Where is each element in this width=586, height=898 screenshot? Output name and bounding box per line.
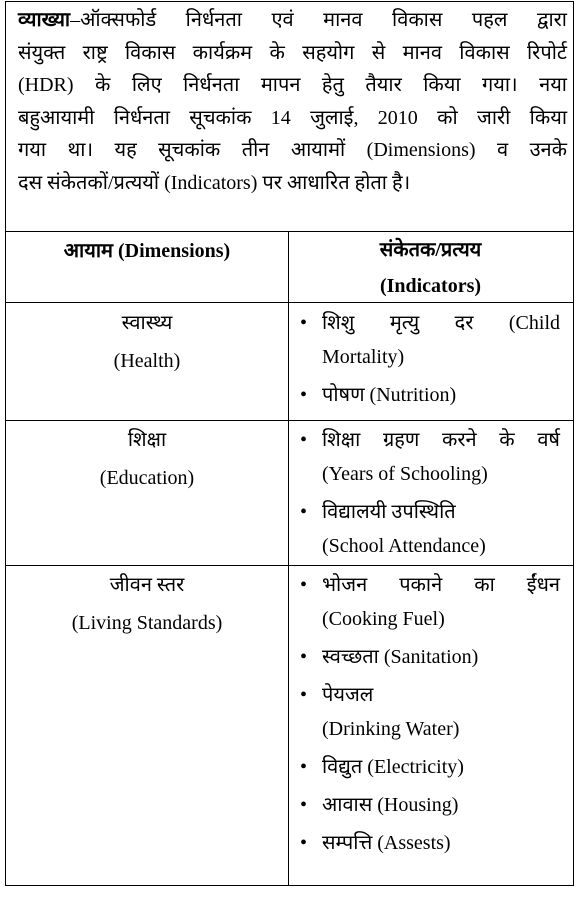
list-item: • शिक्षा ग्रहण करने के वर्ष (Years of Schooling) — [298, 423, 560, 491]
list-item: • पोषण (Nutrition) — [298, 378, 560, 412]
bullet-icon: • — [300, 501, 308, 523]
list-item: • विद्युत (Electricity) — [298, 750, 560, 784]
bullet-icon: • — [300, 646, 308, 668]
explanation-paragraph — [18, 4, 567, 200]
bullet-icon: • — [300, 684, 308, 706]
bullet-icon: • — [300, 794, 308, 816]
content-box — [5, 1, 574, 886]
header-dimensions: आयाम (Dimensions) — [63, 240, 231, 262]
explanation-line: गया था। यह सूचकांक तीन आयामों (Dimensions) व उनके — [18, 139, 567, 162]
column-divider — [288, 231, 289, 885]
bullet-icon: • — [300, 384, 308, 406]
dimension-education: शिक्षा (Education) — [99, 429, 195, 489]
explanation-line: (HDR) के लिए निर्धनता मापन हेतु तैयार किया गया। नया — [18, 74, 567, 97]
dimension-living-standards: जीवन स्तर (Living Standards) — [71, 574, 223, 634]
bullet-icon: • — [300, 832, 308, 854]
list-item: • पेयजल (Drinking Water) — [298, 678, 560, 746]
explanation-line: व्याख्या–ऑक्सफोर्ड निर्धनता एवं मानव विकास पहल द्वारा — [18, 9, 567, 31]
bullet-icon: • — [300, 429, 308, 451]
list-item: • स्वच्छता (Sanitation) — [298, 640, 560, 674]
dimension-health: स्वास्थ्य (Health) — [113, 312, 181, 372]
bullet-icon: • — [300, 574, 308, 596]
explanation-line: बहुआयामी निर्धनता सूचकांक 14 जुलाई, 2010 को जारी किया — [18, 106, 567, 129]
header-indicators: संकेतक/प्रत्यय (Indicators) — [379, 239, 482, 297]
bullet-icon: • — [300, 756, 308, 778]
explanation-line: संयुक्त राष्ट्र विकास कार्यक्रम के सहयोग से मानव विकास रिपोर्ट — [18, 41, 567, 64]
indicators-health — [298, 306, 560, 412]
list-item: • शिशु मृत्यु दर (Child Mortality) — [298, 306, 560, 374]
list-item: • सम्पत्ति (Assests) — [298, 826, 560, 860]
list-item: • भोजन पकाने का ईंधन (Cooking Fuel) — [298, 568, 560, 636]
indicators-education — [298, 423, 560, 563]
list-item: • आवास (Housing) — [298, 788, 560, 822]
bullet-icon: • — [300, 312, 308, 334]
indicators-living-standards — [298, 568, 560, 860]
explanation-label: व्याख्या — [18, 9, 71, 31]
explanation-line: दस संकेतकों/प्रत्ययों (Indicators) पर आधारित होता है। — [18, 171, 411, 194]
list-item: • विद्यालयी उपस्थिति (School Attendance) — [298, 495, 560, 563]
